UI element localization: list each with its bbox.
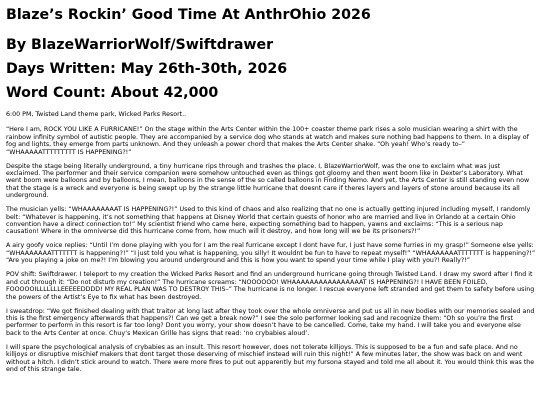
story-paragraph: 6:00 PM, Twisted Land theme park, Wicked Parks Resort.. (6, 111, 187, 118)
story-paragraph: I sweatdrop: “We got finished dealing with that traitor at long last after they took over the whole omniverse and put us all in new bodies with our memories sealed and this is the first emergency afterwards that happens?! Can we get a break now?” I see the solo performer looking sad and recognize them: “Oh so you’re the first performer to perform in this resort is far too long? Dont you worry, your show doesn’t have to be cancelled. Come, take my hand. I will take you and everyone else back to the Arts Center at once. Chuy’s Mexican Grille has signs that read: ‘no crybabies aloud’. (6, 307, 535, 337)
word-count: Word Count: About 42,000 (6, 85, 219, 101)
story-paragraph: A airy goofy voice replies: “Until I’m done playing with you for I am the real furricane except I dont have fur, I just have some furries in my grasp!” Someone else yells: “WHAAAAAAATTTTTTT is happening?!” “I just told you what is happening, you silly! It wouldnt be fun to have to repeat myself!” “WHAAAAAAATTTTTTT is happening?!” “Are you playing a joke on me?! I’m blowing you around underground and this is how you want to spend your time while I play with you?! Really?!” (6, 242, 536, 265)
story-paragraph: I will spare the psychological analysis of crybabies as an insult. This resort however, does not tolerate killjoys. This is supposed to be a fun and safe place. And no killjoys or disruptive mischief makers that dont target those deserving of mischief instead will ruin this night!” A few minutes later, the show was back on and went without a hitch. I didn’t stick around to watch. There were more fires to put out apparently but my fursona stayed and told me all about it. You would think this was the end of this strange tale. (6, 343, 535, 373)
days-written: Days Written: May 26th-30th, 2026 (6, 61, 288, 77)
story-paragraph: “Here I am, ROCK YOU LIKE A FURRICANE!” On the stage within the Arts Center within the 100+ coaster theme park rises a solo musician wearing a shirt with the rainbow infinity symbol of autistic people. They are accompanied by a service dog who stands at watch and makes sure nothing bad happens to them. In a display of fog and lights, they emerge from parts unknown. And they unleash a power chord that makes the Arts Center shake. “Oh yeah! Who’s ready to–” “WHAAAAATTTTTTTTT IS HAPPENING?!” (6, 126, 529, 156)
story-paragraph: POV shift: Swiftdrawer. I teleport to my creation the Wicked Parks Resort and find an underground hurricane going through Twisted Land. I draw my sword after I find it and cut through it: “Do not disturb my creation!” The hurricane screams: “NOOOOOO! WHAAAAAAAAAAAAAAAAT IS HAPPENING?! I HAVE BEEN FOILED, FOOOOOILLLLLLLEEEEEDDDD! MY REAL PLAN WAS TO DESTROY THIS–” The hurricane is no longer. I rescue everyone left stranded and get them to safety before using the powers of the Artist’s Eye to fix what has been destroyed. (6, 271, 535, 301)
story-body (6, 111, 536, 380)
story-byline: By BlazeWarriorWolf/Swiftdrawer (6, 37, 274, 53)
story-paragraph: Despite the stage being literally underground, a tiny hurricane rips through and trashes the place. I, BlazeWarriorWolf, was the one to exclaim what was just exclaimed. The performer and their service companion were somehow untouched even as things got gloomy and then went boom like in Dexter’s Laboratory. What went boom were balloons and by balloons, I mean, balloons in the sense of the so called balloons in Finding Nemo. And yet, the Arts Center is still standing even now that the stage is a wreck and everyone is being swept up by the strange little hurricane that doesnt care if theres layers and layers of stone around because its all underground. (6, 162, 530, 200)
story-title: Blaze’s Rockin’ Good Time At AnthrOhio 2026 (6, 7, 371, 23)
story-paragraph: The musician yells: “WHAAAAAAAAT IS HAPPENING?!” Used to this kind of chaos and also realizing that no one is actually getting injured including myself, I randomly belt: “Whatever is happening, it’s not something that happens at Disney World that certain guests of honor who are married and live in Orlando at a certain Ohio convention have a direct connection to!” My scientist friend who came here, expecting something bad to happen, yawns and exclaims: “This is a serious nap causation! Where in the omniverse did this hurricane come from, how much will it destroy, and how long will we be its prisoners?!” (6, 206, 531, 236)
